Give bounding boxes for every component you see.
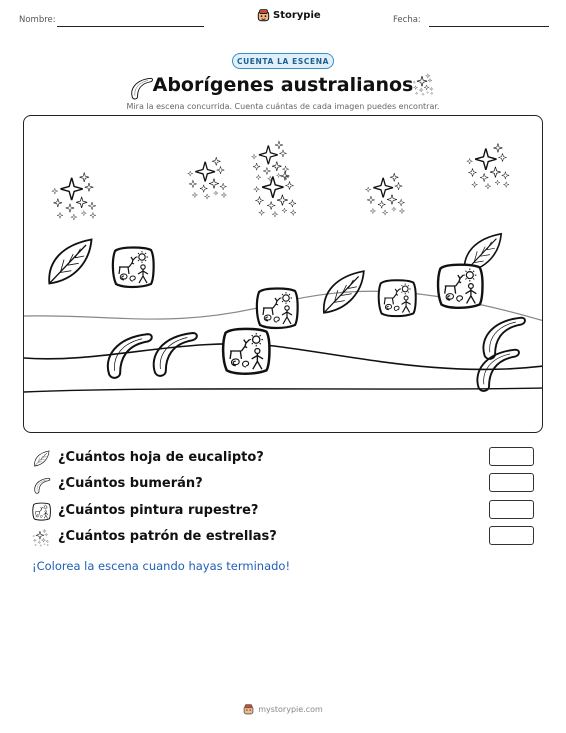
star-pattern-icon xyxy=(412,72,436,96)
rock-painting xyxy=(113,248,154,288)
star-pattern xyxy=(254,171,296,217)
storypie-logo xyxy=(257,9,321,22)
question-row xyxy=(32,473,537,495)
rock-painting-icon xyxy=(32,502,51,521)
busy-scene xyxy=(23,115,543,433)
answer-box-rock-painting[interactable] xyxy=(489,500,534,519)
question-text: ¿Cuántos bumerán? xyxy=(58,476,203,491)
question-row xyxy=(32,500,537,522)
answer-box-leaf[interactable] xyxy=(489,447,534,466)
eucalyptus-leaf xyxy=(324,271,364,313)
rock-painting xyxy=(257,289,298,329)
leaf-icon xyxy=(32,449,51,468)
brand-name: Storypie xyxy=(273,10,321,21)
scene-illustration xyxy=(24,116,543,433)
question-text: ¿Cuántos pintura rupestre? xyxy=(58,503,259,518)
answer-box-star-pattern[interactable] xyxy=(489,526,534,545)
question-text: ¿Cuántos hoja de eucalipto? xyxy=(58,450,264,465)
name-line[interactable] xyxy=(57,26,204,27)
rock-painting xyxy=(223,329,269,374)
footer xyxy=(0,704,566,715)
hill-line xyxy=(24,344,543,370)
answer-box-boomerang[interactable] xyxy=(489,473,534,492)
star-pattern-icon xyxy=(32,528,51,547)
rock-painting xyxy=(438,265,482,308)
date-label: Fecha: xyxy=(393,15,421,25)
finish-instruction: ¡Colorea la escena cuando hayas terminado! xyxy=(32,559,291,573)
question-text: ¿Cuántos patrón de estrellas? xyxy=(58,529,277,544)
boomerang xyxy=(477,350,519,391)
name-label: Nombre: xyxy=(19,15,56,25)
activity-badge: CUENTA LA ESCENA xyxy=(232,53,334,69)
boomerang xyxy=(154,333,197,376)
instructions: Mira la escena concurrida. Cuenta cuántas de cada imagen puedes encontrar. xyxy=(126,102,440,111)
question-row xyxy=(32,447,537,469)
rock-painting xyxy=(379,280,416,316)
star-pattern xyxy=(467,143,510,189)
date-line[interactable] xyxy=(429,26,549,27)
question-row xyxy=(32,526,537,548)
footer-url[interactable]: mystorypie.com xyxy=(258,705,323,714)
boomerang-icon xyxy=(32,475,51,494)
storypie-mascot-icon xyxy=(257,9,270,22)
boomerang xyxy=(108,334,152,378)
star-pattern xyxy=(52,172,96,220)
star-pattern xyxy=(366,173,405,215)
ground-line xyxy=(24,388,543,392)
page-title: Aborígenes australianos xyxy=(152,74,414,96)
star-pattern xyxy=(188,157,227,199)
storypie-mascot-icon xyxy=(243,704,254,715)
eucalyptus-leaf xyxy=(49,240,91,284)
